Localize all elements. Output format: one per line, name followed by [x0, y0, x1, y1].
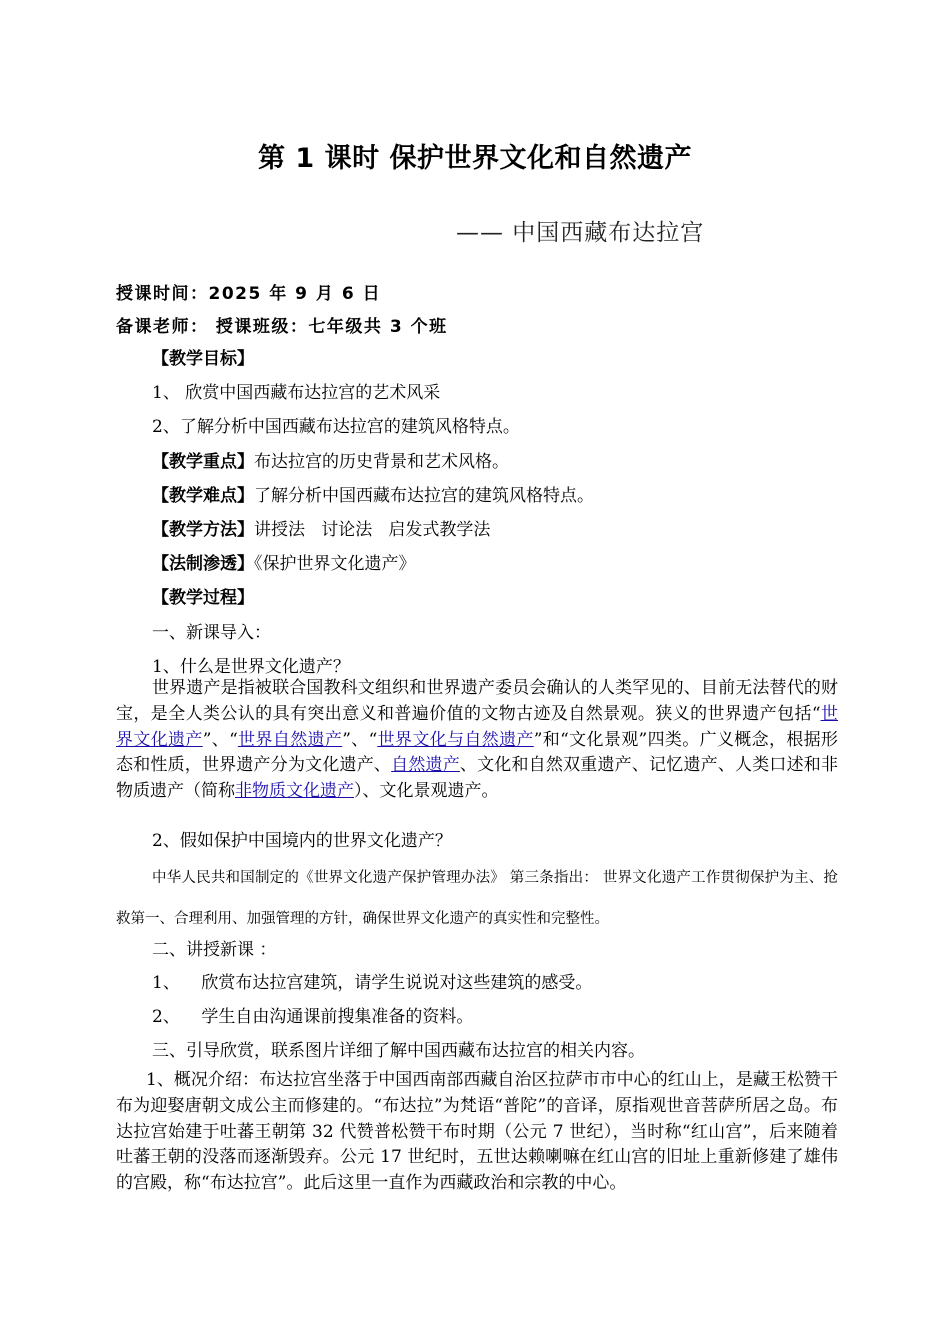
- section3-heading: 三、引导欣赏，联系图片详细了解中国西藏布达拉宫的相关内容。: [152, 1041, 645, 1061]
- difficulty-text: 了解分析中国西藏布达拉宫的建筑风格特点。: [254, 486, 594, 506]
- section2-item-1: 1、 欣赏布达拉宫建筑，请学生说说对这些建筑的感受。: [152, 973, 593, 993]
- paragraph-text: ）、文化景观遗产。: [354, 781, 499, 802]
- link-natural-heritage[interactable]: 自然遗产: [391, 755, 460, 776]
- process-heading: 【教学过程】: [152, 588, 254, 608]
- lesson-time: 授课时间：2025 年 9 月 6 日: [116, 284, 382, 304]
- goals-heading: 【教学目标】: [152, 349, 254, 369]
- key-point-row: [152, 447, 509, 472]
- overview-paragraph: 1、概况介绍：布达拉宫坐落于中国西南部西藏自治区拉萨市市中心的红山上，是藏王松赞干布为迎娶唐朝文成公主而修建的。“布达拉”为梵语“普陀”的音译，原指观世音菩萨所居之岛。布达拉宫始建于吐蕃王朝第 32 代赞普松赞干布时期（公元 7 世纪），当时称“红山宫”，后来随着吐蕃王朝的没落而逐渐毁弃。公元 17 世纪时，五世达赖喇嘛在红山宫的旧址上重新修建了雄伟的宫殿，称“布达拉宫”。此后这里一直作为西藏政治和宗教的中心。: [116, 1070, 838, 1194]
- paragraph-text: 、文化和自然双重遗产、记忆遗产、人类口述和非物质遗产（简称: [116, 755, 839, 802]
- section1-heading: 一、新课导入：: [152, 623, 271, 643]
- section2-item-2: 2、 学生自由沟通课前搜集准备的资料。: [152, 1007, 474, 1027]
- method-label: 【教学方法】: [152, 520, 254, 540]
- lesson-teacher-class: 备课老师： 授课班级：七年级共 3 个班: [116, 317, 448, 337]
- paragraph-text: ”、“: [202, 729, 238, 750]
- paragraph-text: 世界遗产是指被联合国教科文组织和世界遗产委员会确认的人类罕见的、目前无法替代的财宝，是全人类公认的具有突出意义和普遍价值的文物古迹及自然景观。狭义的世界遗产包括“: [116, 678, 838, 724]
- law-text: 《保护世界文化遗产》: [254, 554, 416, 574]
- law-row: [152, 549, 416, 574]
- key-point-text: 布达拉宫的历史背景和艺术风格。: [254, 452, 509, 472]
- section2-heading: 二、讲授新课 ：: [152, 940, 277, 960]
- link-world-natural-heritage[interactable]: 世界自然遗产: [237, 729, 343, 750]
- law-quote-paragraph: 中华人民共和国制定的《世界文化遗产保护管理办法》 第三条指出： 世界文化遗产工作贯彻保护为主、抢救第一、合理利用、加强管理的方针，确保世界文化遗产的真实性和完整性。: [116, 870, 838, 927]
- key-point-label: 【教学重点】: [152, 452, 254, 472]
- difficulty-label: 【教学难点】: [152, 486, 254, 506]
- paragraph-text: ”、“: [342, 729, 378, 750]
- method-row: [152, 515, 490, 540]
- world-heritage-paragraph: [116, 676, 838, 805]
- method-text: 讲授法 讨论法 启发式教学法: [254, 520, 491, 540]
- link-world-cultural-heritage[interactable]: 世界文化遗产: [116, 703, 838, 750]
- goal-item-1: 1、 欣赏中国西藏布达拉宫的艺术风采: [152, 383, 441, 403]
- section1-question-2: 2、假如保护中国境内的世界文化遗产？: [152, 831, 452, 851]
- link-intangible-heritage[interactable]: 非物质文化遗产: [235, 781, 354, 802]
- page-subtitle: —— 中国西藏布达拉宫: [456, 220, 705, 246]
- link-world-cultural-natural-heritage[interactable]: 世界文化与自然遗产: [377, 729, 534, 750]
- difficulty-row: [152, 481, 594, 506]
- goal-item-2: 2、了解分析中国西藏布达拉宫的建筑风格特点。: [152, 417, 520, 437]
- page-title: 第 1 课时 保护世界文化和自然遗产: [258, 143, 692, 174]
- paragraph-text: ”和“文化景观”四类。广义概念，根据形态和性质，世界遗产分为文化遗产、: [116, 729, 839, 776]
- section1-question-1: 1、什么是世界文化遗产？: [152, 657, 350, 677]
- law-label: 【法制渗透】: [152, 554, 254, 574]
